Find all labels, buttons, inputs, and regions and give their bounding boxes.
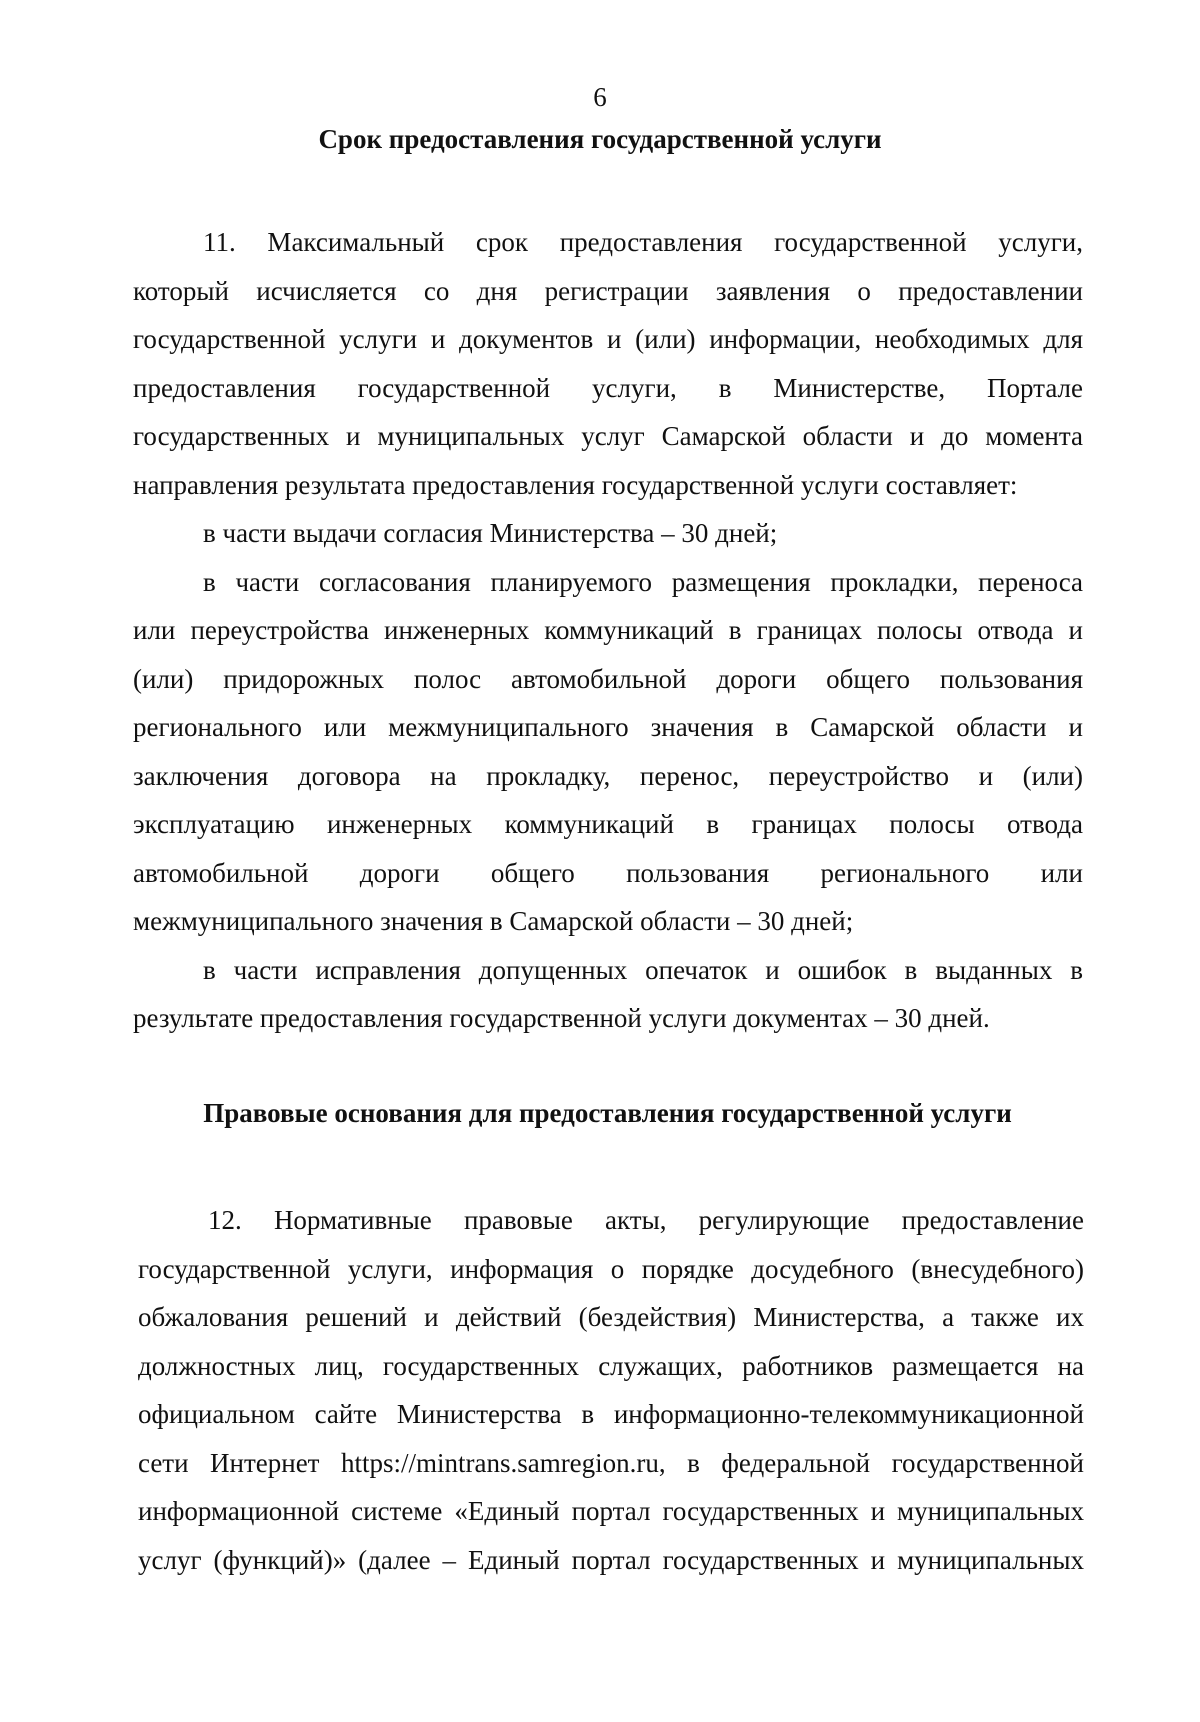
section-body-service-term — [133, 218, 1083, 1043]
paragraph-line: в части согласования планируемого размещения прокладки, переноса — [203, 566, 1083, 597]
paragraph-line: государственной услуги, информация о порядке досудебного (внесудебного) — [138, 1253, 1084, 1284]
paragraph-line: должностных лиц, государственных служащих, работников размещается на — [138, 1350, 1084, 1381]
paragraph-line: официальном сайте Министерства в информационно-телекоммуникационной — [138, 1399, 1084, 1429]
paragraph-line: предоставления государственной услуги, в Министерстве, Портале — [133, 372, 1083, 403]
paragraph-line: в части выдачи согласия Министерства – 30 дней; — [203, 518, 778, 548]
paragraph-line: регионального или межмуниципального значения в Самарской области и — [133, 712, 1083, 742]
section-heading-service-term: Срок предоставления государственной услуги — [318, 124, 882, 154]
paragraph-line: 12. Нормативные правовые акты, регулирующие предоставление — [208, 1205, 1084, 1235]
paragraph-line: эксплуатацию инженерных коммуникаций в границах полосы отвода — [133, 809, 1083, 839]
paragraph-line: межмуниципального значения в Самарской области – 30 дней; — [133, 906, 854, 936]
section-heading-legal-basis: Правовые основания для предоставления государственной услуги — [203, 1098, 1012, 1128]
paragraph-line: сети Интернет https://mintrans.samregion.ru, в федеральной государственной — [138, 1447, 1084, 1478]
paragraph-line: 11. Максимальный срок предоставления государственной услуги, — [203, 227, 1083, 257]
paragraph-line: в части исправления допущенных опечаток и ошибок в выданных в — [203, 954, 1083, 985]
paragraph-line: направления результата предоставления государственной услуги составляет: — [133, 469, 1018, 500]
paragraph-line: обжалования решений и действий (бездействия) Министерства, а также их — [138, 1302, 1084, 1332]
paragraph-line: (или) придорожных полос автомобильной дороги общего пользования — [133, 663, 1083, 694]
paragraph-line: автомобильной дороги общего пользования регионального или — [133, 857, 1083, 888]
paragraph-line: который исчисляется со дня регистрации заявления о предоставлении — [133, 275, 1083, 306]
paragraph-line: или переустройства инженерных коммуникаций в границах полосы отвода и — [133, 615, 1083, 645]
paragraph-line: результате предоставления государственной услуги документах – 30 дней. — [133, 1003, 990, 1033]
paragraph-line: услуг (функций)» (далее – Единый портал государственных и муниципальных — [138, 1544, 1084, 1575]
paragraph-line: заключения договора на прокладку, перенос, переустройство и (или) — [133, 760, 1083, 791]
paragraph-line: государственной услуги и документов и (или) информации, необходимых для — [133, 324, 1083, 354]
page-number: 6 — [593, 82, 607, 112]
paragraph-line: государственных и муниципальных услуг Самарской области и до момента — [133, 421, 1083, 451]
section-body-legal-basis — [138, 1196, 1084, 1584]
paragraph-line: информационной системе «Единый портал государственных и муниципальных — [138, 1496, 1084, 1526]
